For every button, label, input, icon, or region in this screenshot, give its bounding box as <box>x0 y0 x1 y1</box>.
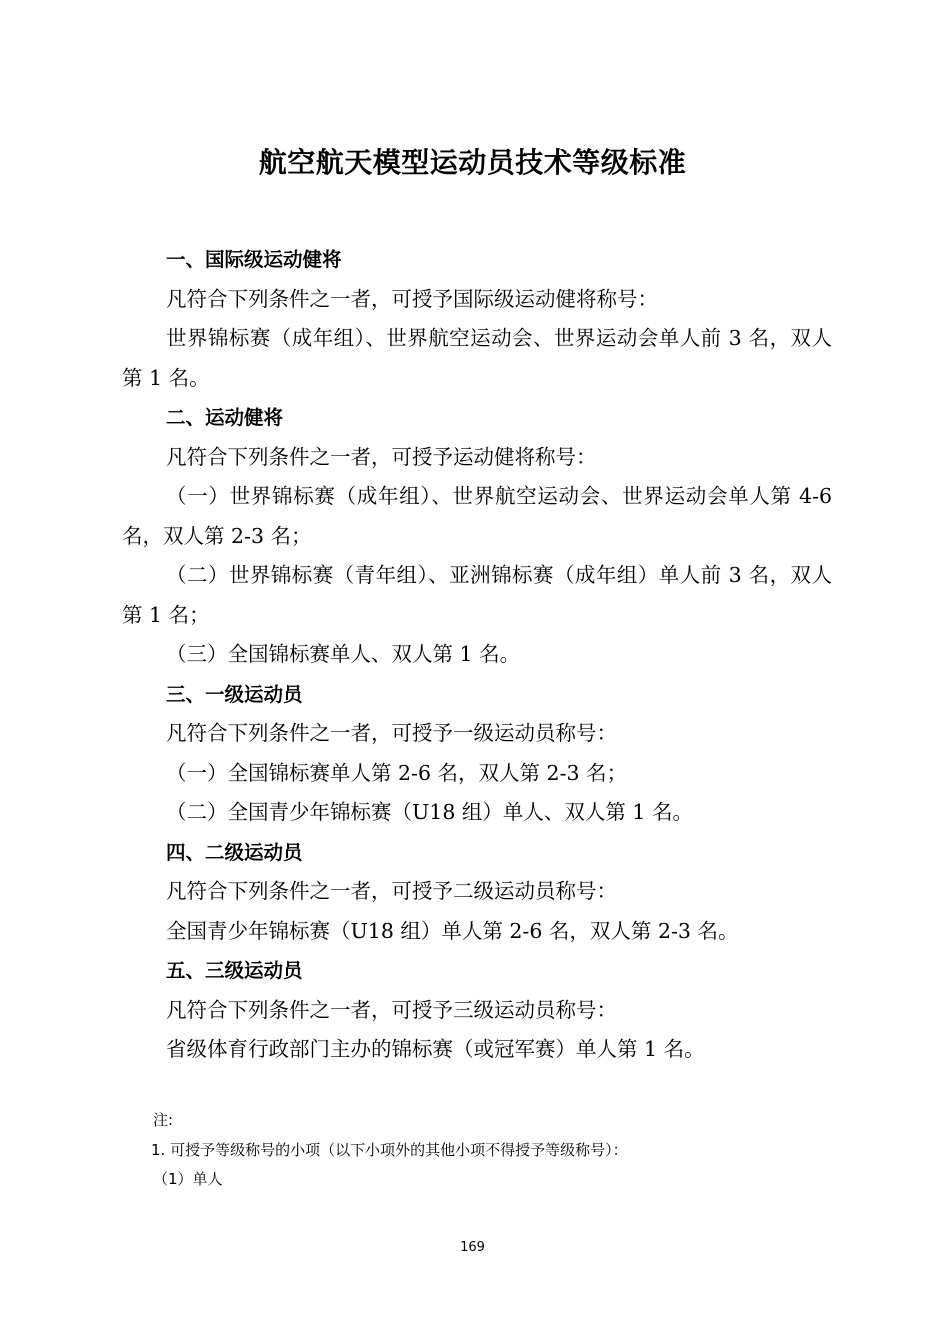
notes-item: 1. 可授予等级称号的小项（以下小项外的其他小项不得授予等级称号）： <box>151 1140 628 1159</box>
section-paragraph: 凡符合下列条件之一者，可授予三级运动员称号： <box>166 997 617 1022</box>
section-paragraph: 世界锦标赛（成年组）、世界航空运动会、世界运动会单人前 3 名，双人第 1 名。 <box>122 326 832 390</box>
section-paragraph: （二）世界锦标赛（青年组）、亚洲锦标赛（成年组）单人前 3 名，双人第 1 名； <box>122 563 832 627</box>
section-paragraph: 全国青少年锦标赛（U18 组）单人第 2-6 名，双人第 2-3 名。 <box>166 918 739 943</box>
section-international-master <box>122 240 832 398</box>
section-third-class <box>122 951 832 1070</box>
section-paragraph: （一）世界锦标赛（成年组）、世界航空运动会、世界运动会单人第 4-6 名，双人第 2-3 名； <box>122 484 832 548</box>
document-body <box>122 240 832 1070</box>
section-first-class <box>122 675 832 833</box>
section-paragraph: （二）全国青少年锦标赛（U18 组）单人、双人第 1 名。 <box>166 800 693 824</box>
section-heading: 三、一级运动员 <box>166 682 303 706</box>
section-paragraph: 凡符合下列条件之一者，可授予二级运动员称号： <box>166 879 617 903</box>
section-paragraph: 凡符合下列条件之一者，可授予国际级运动健将称号： <box>166 286 658 311</box>
section-paragraph: （一）全国锦标赛单人第 2-6 名，双人第 2-3 名； <box>166 760 628 785</box>
page-number: 169 <box>460 1240 485 1255</box>
section-paragraph: 凡符合下列条件之一者，可授予运动健将称号： <box>166 444 597 469</box>
notes-block <box>153 1106 628 1195</box>
document-title: 航空航天模型运动员技术等级标准 <box>258 146 687 179</box>
section-heading: 五、三级运动员 <box>166 959 303 982</box>
section-master <box>122 398 832 675</box>
notes-subitem: （1）单人 <box>153 1170 223 1188</box>
section-heading: 一、国际级运动健将 <box>166 248 342 271</box>
section-paragraph: 凡符合下列条件之一者，可授予一级运动员称号： <box>166 721 617 745</box>
section-heading: 二、运动健将 <box>166 406 284 429</box>
section-heading: 四、二级运动员 <box>166 840 303 864</box>
notes-label: 注: <box>153 1111 174 1129</box>
section-paragraph: （三）全国锦标赛单人、双人第 1 名。 <box>166 642 521 666</box>
section-paragraph: 省级体育行政部门主办的锦标赛（或冠军赛）单人第 1 名。 <box>166 1037 705 1061</box>
section-second-class <box>122 833 832 952</box>
